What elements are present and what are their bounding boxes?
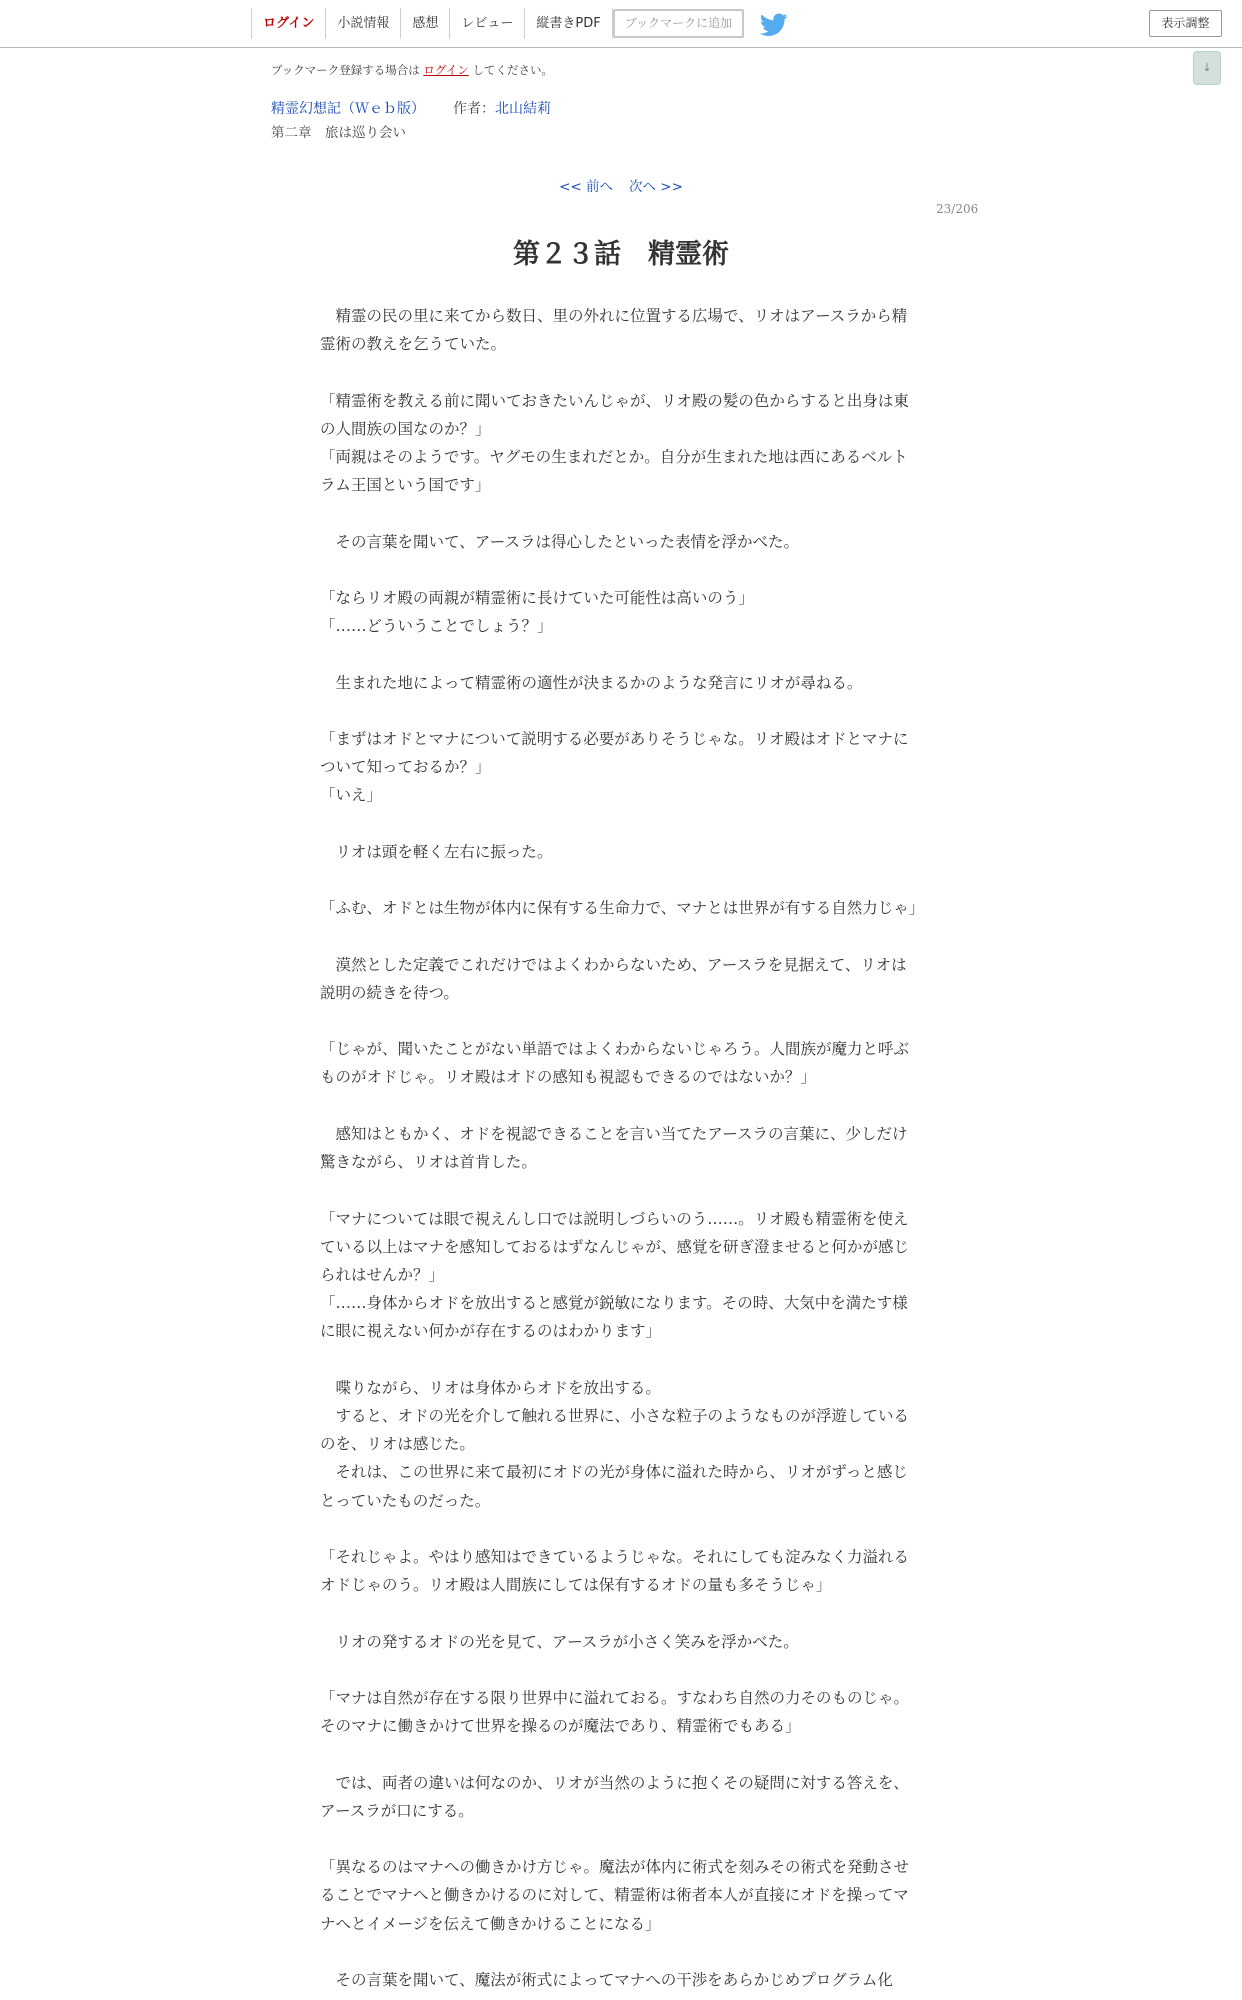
nav-login-link[interactable]: ログイン	[251, 8, 325, 39]
body-paragraph	[320, 810, 920, 838]
body-paragraph: 「精霊術を教える前に聞いておきたいんじゃが、リオ殿の髪の色からすると出身は東の人間族の国なのか？」	[320, 391, 909, 438]
body-paragraph: 「……どういうことでしょう？」	[320, 617, 553, 636]
body-paragraph	[320, 1599, 920, 1627]
body-paragraph: 生まれた地によって精霊術の適性が決まるかのような発言にリオが尋ねる。	[320, 673, 863, 692]
add-bookmark-button[interactable]: ブックマークに追加	[613, 9, 744, 38]
body-paragraph	[320, 697, 920, 725]
page-count: 23/206	[936, 202, 979, 216]
nav-review-link[interactable]: レビュー	[449, 8, 524, 39]
body-paragraph: 「マナは自然が存在する限り世界中に溢れておる。すなわち自然の力そのものじゃ。そのマナに働きかけて世界を操るのが魔法であり、精霊術でもある」	[320, 1688, 910, 1736]
main-nav	[251, 8, 613, 39]
chapter-title: 第二章 旅は巡り会い	[271, 125, 406, 141]
body-paragraph: 精霊の民の里に来てから数日、里の外れに位置する広場で、リオはアースラから精霊術の教えを乞うていた。	[320, 307, 908, 354]
novel-info-line	[271, 98, 551, 118]
login-note-link[interactable]: ログイン	[423, 63, 469, 77]
novel-title-link[interactable]: 精霊幻想記（Ｗｅｂ版）	[271, 101, 425, 117]
body-paragraph	[320, 499, 920, 527]
body-paragraph	[320, 640, 920, 668]
top-bar	[0, 0, 1242, 48]
next-episode-link[interactable]: 次へ >>	[629, 179, 683, 195]
body-paragraph	[320, 1176, 920, 1204]
body-paragraph	[320, 1007, 920, 1035]
body-paragraph	[320, 358, 920, 386]
body-paragraph	[320, 922, 920, 950]
nav-novel-info-link[interactable]: 小説情報	[325, 8, 400, 39]
episode-title: 第２３話 精霊術	[513, 239, 729, 270]
prev-episode-link[interactable]: << 前へ	[559, 179, 613, 195]
body-paragraph: 「両親はそのようです。ヤグモの生まれだとか。自分が生まれた地は西にあるベルトラム王国という国です」	[320, 448, 908, 495]
nav-vertical-pdf-link[interactable]: 縦書きPDF	[524, 8, 612, 39]
body-paragraph: すると、オドの光を介して触れる世界に、小さな粒子のようなものが浮遊しているのを、リオは感じた。	[320, 1406, 910, 1454]
body-paragraph	[320, 1346, 920, 1374]
bookmark-login-note	[271, 62, 553, 78]
body-paragraph: 「じゃが、聞いたことがない単語ではよくわからないじゃろう。人間族が魔力と呼ぶものがオドじゃ。リオ殿はオドの感知も視認もできるのではないか？」	[320, 1040, 910, 1087]
body-paragraph	[320, 1656, 920, 1684]
body-paragraph: 漠然とした定義でこれだけではよくわからないため、アースラを見据えて、リオは説明の続きを待つ。	[320, 955, 907, 1002]
body-paragraph	[320, 1825, 920, 1853]
body-paragraph: リオは頭を軽く左右に振った。	[320, 842, 553, 861]
login-note-text-end: してください。	[468, 63, 553, 77]
twitter-icon[interactable]	[760, 13, 788, 37]
body-paragraph	[320, 1740, 920, 1768]
author-label: 作者：	[453, 101, 495, 117]
body-paragraph	[320, 1092, 920, 1120]
body-paragraph: 喋りながら、リオは身体からオドを放出する。	[320, 1378, 661, 1397]
body-paragraph: 「異なるのはマナへの働きかけ方じゃ。魔法が体内に術式を刻みその術式を発動させることでマナへと働きかけるのに対して、精霊術は術者本人が直接にオドを操ってマナへとイメージを伝えて働きかけることになる」	[320, 1858, 910, 1933]
body-paragraph: 「まずはオドとマナについて説明する必要がありそうじゃな。リオ殿はオドとマナについて知っておるか？」	[320, 730, 909, 777]
body-paragraph: リオの発するオドの光を見て、アースラが小さく笑みを浮かべた。	[320, 1632, 799, 1651]
body-paragraph: 「ふむ、オドとは生物が体内に保有する生命力で、マナとは世界が有する自然力じゃ」	[320, 899, 925, 918]
body-paragraph: それは、この世界に来て最初にオドの光が身体に溢れた時から、リオがずっと感じとっていたものだった。	[320, 1463, 908, 1510]
login-note-text: ブックマーク登録する場合は	[271, 63, 424, 77]
body-paragraph: では、両者の違いは何なのか、リオが当然のように抱くその疑問に対する答えを、アースラが口にする。	[320, 1773, 909, 1820]
display-settings-button[interactable]: 表示調整	[1149, 10, 1222, 37]
author-link[interactable]: 北山結莉	[495, 101, 551, 117]
body-paragraph	[320, 1938, 920, 1966]
scroll-down-button[interactable]: ↓	[1193, 51, 1221, 85]
novel-body	[320, 302, 925, 1994]
body-paragraph: 「マナについては眼で視えんし口では説明しづらいのう……。リオ殿も精霊術を使えている以上はマナを感知しておるはずなんじゃが、感覚を研ぎ澄ませると何かが感じられはせんか？」	[320, 1209, 910, 1284]
body-paragraph: その言葉を聞いて、アースラは得心したといった表情を浮かべた。	[320, 532, 799, 551]
body-paragraph	[320, 556, 920, 584]
body-paragraph: 感知はともかく、オドを視認できることを言い当てたアースラの言葉に、少しだけ驚きながら、リオは首肯した。	[320, 1124, 908, 1172]
body-paragraph: 「……身体からオドを放出すると感覚が鋭敏になります。その時、大気中を満たす様に眼に視えない何かが存在するのはわかります」	[320, 1294, 908, 1341]
body-paragraph: 「ならリオ殿の両親が精霊術に長けていた可能性は高いのう」	[320, 589, 754, 608]
episode-pager	[0, 175, 1242, 195]
body-paragraph	[320, 866, 920, 894]
body-paragraph	[320, 1515, 920, 1543]
nav-impressions-link[interactable]: 感想	[400, 8, 449, 39]
body-paragraph: 「それじゃよ。やはり感知はできているようじゃな。それにしても淀みなく力溢れるオドじゃのう。リオ殿は人間族にしては保有するオドの量も多そうじゃ」	[320, 1547, 910, 1595]
body-paragraph: 「いえ」	[320, 786, 383, 805]
body-paragraph: その言葉を聞いて、魔法が術式によってマナへの干渉をあらかじめプログラム化	[320, 1970, 894, 1989]
